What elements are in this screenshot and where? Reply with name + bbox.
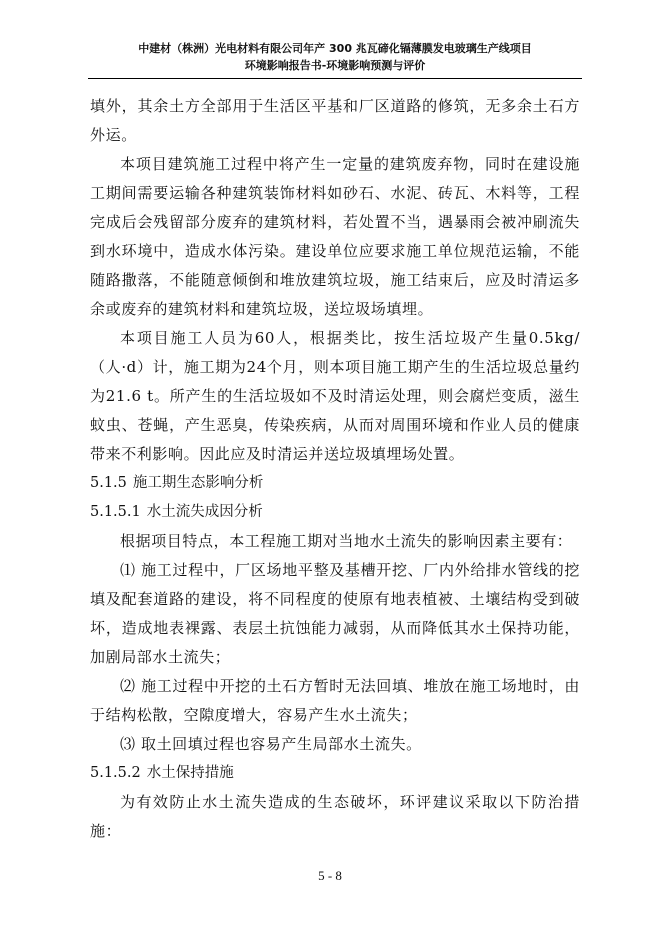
- section-title: 水土保持措施: [146, 765, 234, 781]
- page-number: 5 - 8: [318, 868, 342, 883]
- section-number: 5.1.5.1: [90, 504, 141, 520]
- page-body: [90, 92, 580, 846]
- paragraph-construction-waste: 本项目建筑施工过程中将产生一定量的建筑废弃物，同时在建设施工期间需要运输各种建筑装饰材料如砂石、水泥、砖瓦、木料等，工程完成后会残留部分废弃的建筑材料，若处置不当，遇暴雨会被冲刷流失到水环境中，造成水体污染。建设单位应要求施工单位规范运输，不能随路撒落，不能随意倾倒和堆放建筑垃圾，施工结束后，应及时清运多余或废弃的建筑材料和建筑垃圾，送垃圾场填埋。: [90, 155, 580, 318]
- paragraph-earthwork: 填外，其余土方全部用于生活区平基和厂区道路的修筑，无多余土石方外运。: [90, 97, 580, 144]
- section-title: 施工期生态影响分析: [132, 475, 264, 491]
- section-heading-5-1-5-2: [90, 759, 580, 788]
- list-item-erosion-factor-1: ⑴ 施工过程中，厂区场地平整及基槽开挖、厂内外给排水管线的挖填及配套道路的建设，将不同程度的使原有地表植被、土壤结构受到破坏，造成地表裸露、表层土抗蚀能力减弱，从而降低其水土保持功能，加剧局部水土流失；: [90, 561, 580, 666]
- paragraph-measures-intro: 为有效防止水土流失造成的生态破坏，环评建议采取以下防治措施：: [90, 793, 580, 840]
- document-header: [90, 40, 580, 74]
- paragraph-erosion-factors-intro: 根据项目特点，本工程施工期对当地水土流失的影响因素主要有：: [120, 532, 573, 550]
- header-project-title: 中建材（株洲）光电材料有限公司年产 300 兆瓦碲化镉薄膜发电玻璃生产线项目: [138, 42, 532, 55]
- list-item-erosion-factor-2: ⑵ 施工过程中开挖的土石方暂时无法回填、堆放在施工场地时，由于结构松散，空隙度增大，容易产生水土流失；: [90, 677, 580, 724]
- section-heading-5-1-5-1: [90, 498, 580, 527]
- section-number: 5.1.5.2: [90, 765, 141, 781]
- section-title: 水土流失成因分析: [146, 504, 263, 520]
- header-divider: [88, 78, 582, 79]
- paragraph-domestic-garbage: 本项目施工人员为60人，根据类比，按生活垃圾产生量0.5kg/（人·d）计，施工期为24个月，则本项目施工期产生的生活垃圾总量约为21.6 t。所产生的生活垃圾如不及时清运处理，则会腐烂变质，滋生蚊虫、苍蝇，产生恶臭，传染疾病，从而对周围环境和作业人员的健康带来不利影响。因此应及时清运并送垃圾填埋场处置。: [90, 329, 580, 463]
- list-item-erosion-factor-3: ⑶ 取土回填过程也容易产生局部水土流失。: [120, 735, 422, 753]
- section-heading-5-1-5: [90, 469, 580, 498]
- section-number: 5.1.5: [90, 475, 127, 491]
- header-section-title: 环境影响报告书-环境影响预测与评价: [244, 59, 426, 72]
